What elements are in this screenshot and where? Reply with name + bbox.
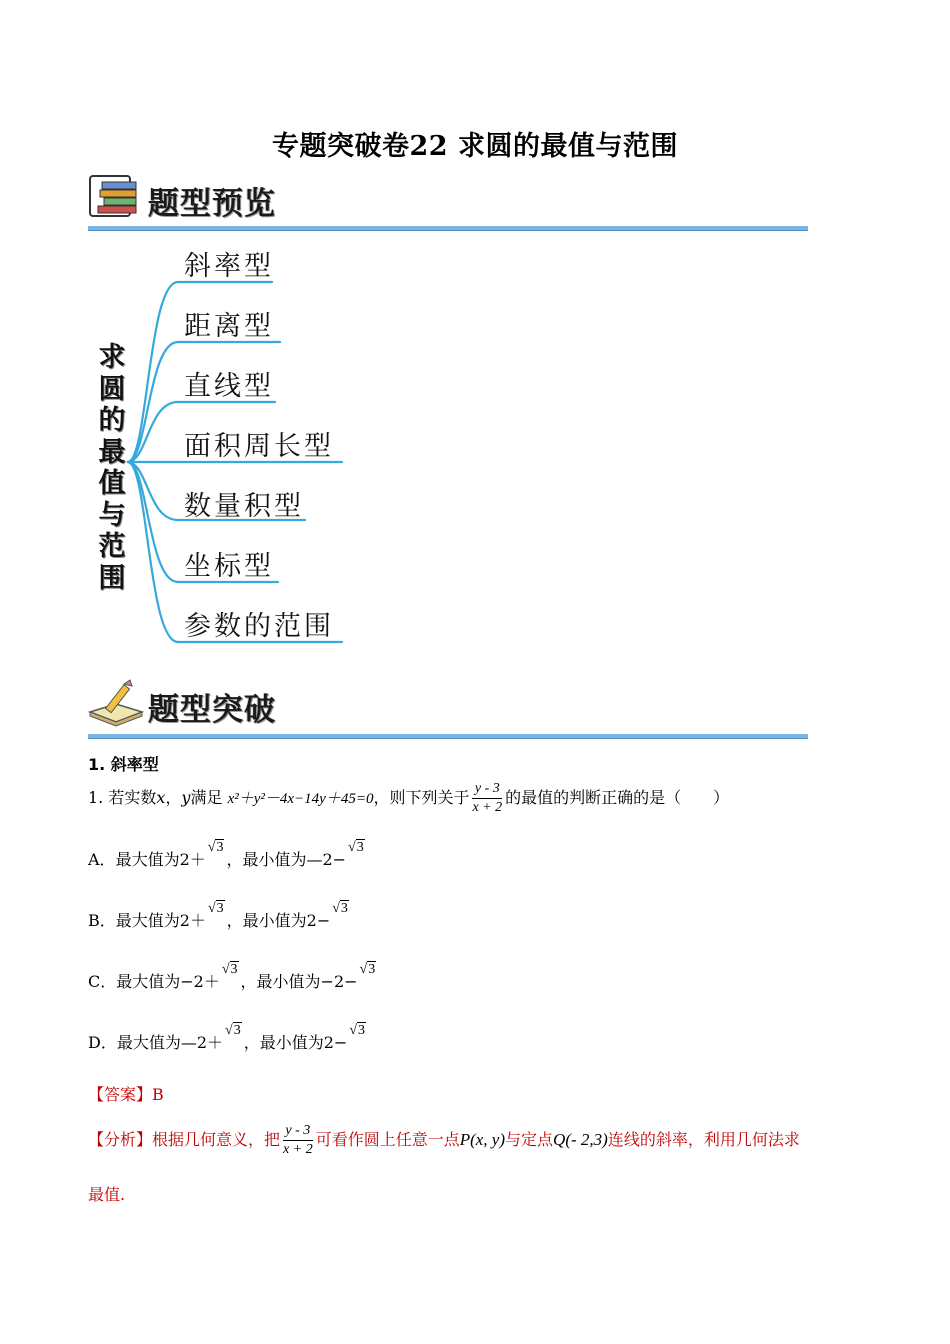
analysis-tag: 【分析】: [88, 1130, 153, 1149]
book-pencil-icon: [88, 678, 146, 730]
sqrt: √3: [348, 840, 364, 855]
root-char: 最: [98, 436, 126, 468]
sqrt: √3: [349, 1023, 365, 1038]
analysis-line: 【分析】根据几何意义，把 $\frac{y - 3}{x + 2}$ 可看作圆上任意一点P(x, y)与定点Q(- 2,3)连线的斜率，利用几何法求: [88, 1123, 800, 1157]
option-d: D．最大值为—2＋√3，最小值为2−√3: [88, 1021, 368, 1067]
circle-equation: x²＋y²－4x−14y＋45=0: [227, 791, 374, 807]
answer-tag: 【答案】: [88, 1085, 153, 1104]
answer-line: [88, 1082, 164, 1105]
option-c: C．最大值为−2＋√3，最小值为−2−√3: [88, 960, 378, 1006]
mindmap-branch: 距离型: [184, 311, 274, 342]
question-number: 1.: [88, 788, 104, 807]
root-char: 围: [98, 562, 126, 594]
section-heading-breakthrough: [88, 678, 276, 730]
root-char: 值: [98, 468, 126, 499]
question-stem: 1. 若实数x，y满足 x²＋y²－4x−14y＋45=0，则下列关于 $\frac{y - 3}{x + 2}$ 的最值的判断正确的是（ ）: [88, 781, 730, 815]
sqrt: √3: [221, 962, 238, 977]
answer-value: B: [152, 1085, 164, 1104]
mindmap-branch: 直线型: [184, 371, 274, 402]
section-divider: [88, 734, 808, 739]
fraction: $\frac{y - 3}{x + 2}$: [472, 781, 503, 815]
root-char: 范: [98, 531, 126, 562]
mindmap-branch: 斜率型: [184, 251, 274, 282]
root-char: 的: [98, 405, 126, 436]
sqrt: √3: [359, 962, 376, 977]
mindmap-branch: 面积周长型: [184, 431, 334, 462]
point-p: P(x, y): [459, 1130, 506, 1149]
option-a: A．最大值为2＋√3，最小值为—2−√3: [88, 838, 367, 884]
sqrt: √3: [332, 901, 348, 916]
sqrt: √3: [207, 840, 224, 855]
sqrt: √3: [225, 1023, 241, 1038]
root-char: 圆: [98, 373, 126, 405]
root-char: 与: [98, 499, 126, 531]
section-heading-text: 题型突破: [148, 692, 276, 728]
analysis-line-2: 最值.: [88, 1185, 126, 1204]
mindmap-branch: 参数的范围: [184, 611, 334, 642]
page-title: 专题突破卷22 求圆的最值与范围: [272, 131, 678, 162]
mindmap-branch: 坐标型: [184, 551, 274, 582]
point-q: Q(- 2,3): [553, 1130, 608, 1149]
section-heading-text: 题型预览: [148, 186, 276, 222]
option-b: B．最大值为2＋√3，最小值为2−√3: [88, 899, 351, 945]
sqrt: √3: [207, 901, 224, 916]
question-type-heading: 1. 斜率型: [88, 755, 159, 774]
fraction: $\frac{y - 3}{x + 2}$: [283, 1123, 313, 1157]
root-char: 求: [98, 342, 126, 373]
mindmap-branch: 数量积型: [184, 491, 304, 522]
